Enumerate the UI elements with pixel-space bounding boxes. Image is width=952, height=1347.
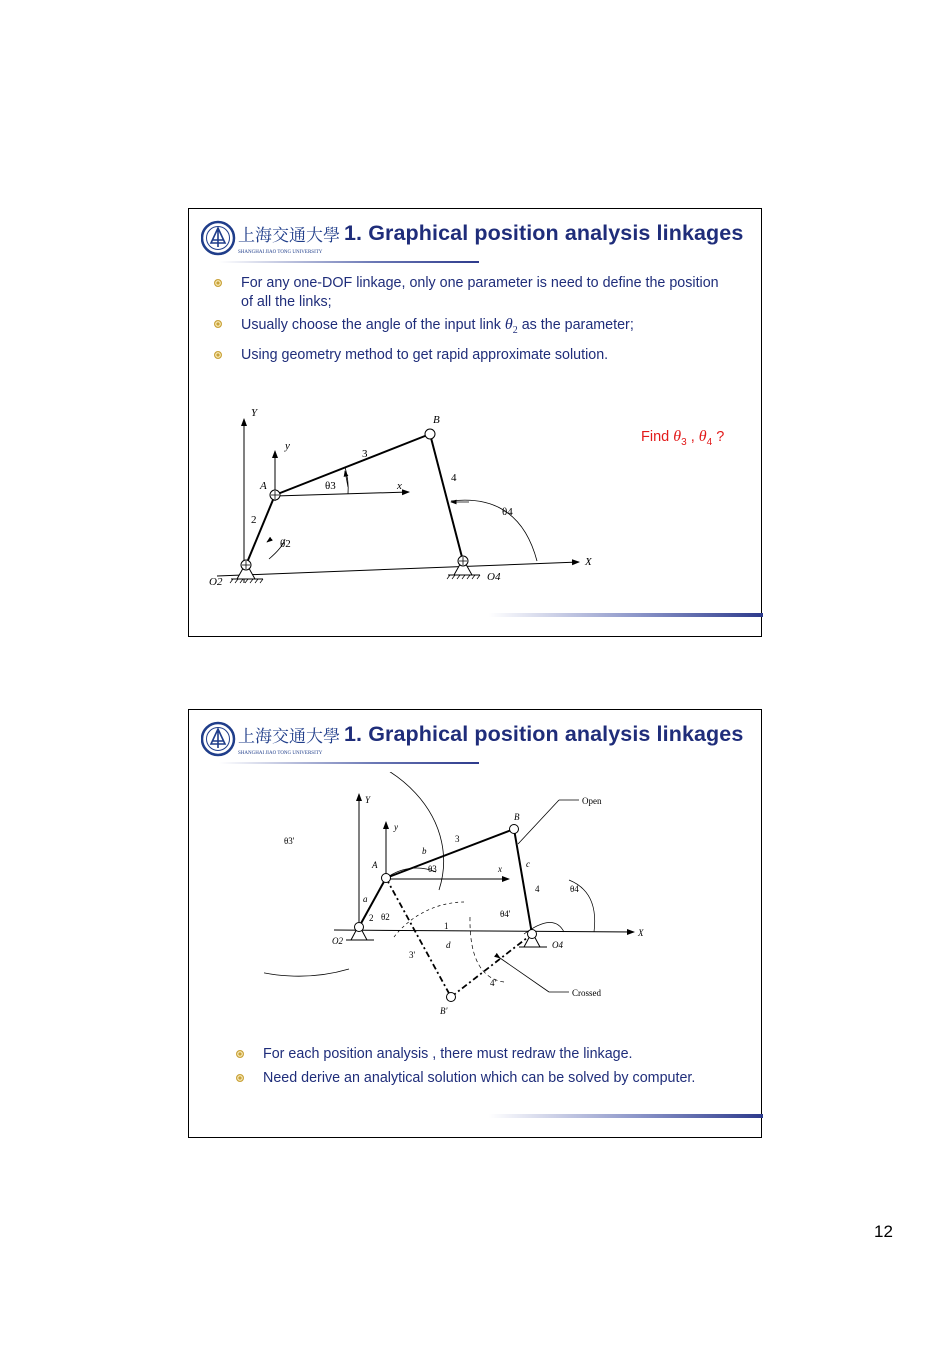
university-logo <box>201 219 341 259</box>
svg-text:θ4: θ4 <box>570 884 579 894</box>
slide-2 <box>188 709 762 1138</box>
bottom-rule <box>489 613 763 617</box>
svg-text:4': 4' <box>490 978 497 988</box>
svg-text:a: a <box>363 894 368 904</box>
bullet-item: For each position analysis , there must redraw the linkage. <box>236 1045 756 1064</box>
slide-title: 1. Graphical position analysis linkages <box>344 221 744 245</box>
svg-text:1: 1 <box>444 921 449 931</box>
bullet-list <box>214 274 734 371</box>
label-link-2: 2 <box>251 514 257 526</box>
slide-title: 1. Graphical position analysis linkages <box>344 722 744 746</box>
university-logo <box>201 720 341 760</box>
svg-text:2: 2 <box>369 913 374 923</box>
find-question: Find $\theta_3$ , $\theta_4$ ? <box>641 428 725 448</box>
label-y: y <box>285 440 290 452</box>
svg-text:y: y <box>394 822 398 832</box>
label-link-4: 4 <box>451 472 457 484</box>
label-B: B <box>433 414 440 426</box>
logo-en-text: SHANGHAI JIAO TONG UNIVERSITY <box>238 250 323 255</box>
bullet-list <box>236 1045 756 1093</box>
bullet-icon <box>214 320 222 328</box>
svg-text:3: 3 <box>455 834 460 844</box>
label-O2: O2 <box>209 576 223 588</box>
label-theta2: θ2 <box>280 538 291 550</box>
svg-text:θ4': θ4' <box>500 909 511 919</box>
label-X: X <box>585 556 592 568</box>
svg-text:Y: Y <box>365 795 371 805</box>
logo-en-text: SHANGHAI JIAO TONG UNIVERSITY <box>238 751 323 756</box>
label-theta4: θ4 <box>502 506 513 518</box>
page-number: 12 <box>874 1222 893 1241</box>
fourbar-figure-2 <box>264 772 664 1022</box>
svg-text:θ3': θ3' <box>284 836 295 846</box>
svg-text:θ2: θ2 <box>381 912 390 922</box>
svg-text:A: A <box>372 860 378 870</box>
bullet-item: For any one-DOF linkage, only one parameter is need to define the position of all the links; <box>214 274 734 312</box>
bullet-item: Usually choose the angle of the input link $\theta_2$ as the parameter; <box>214 315 734 340</box>
bullet-icon <box>236 1074 244 1082</box>
label-link-3: 3 <box>362 448 368 460</box>
bullet-item: Need derive an analytical solution which can be solved by computer. <box>236 1069 756 1088</box>
svg-text:X: X <box>638 928 644 938</box>
svg-text:4: 4 <box>535 884 540 894</box>
bullet-item: Using geometry method to get rapid approximate solution. <box>214 346 734 365</box>
theta2-symbol: θ <box>504 316 513 333</box>
label-A: A <box>260 480 267 492</box>
bullet-icon <box>214 279 222 287</box>
svg-text:B: B <box>514 812 520 822</box>
bullet-icon <box>214 351 222 359</box>
svg-text:b: b <box>422 846 427 856</box>
label-crossed: Crossed <box>572 988 601 998</box>
svg-text:O2: O2 <box>332 936 343 946</box>
logo-cn-text: 上海交通大學 <box>238 226 340 245</box>
title-underline <box>219 261 479 263</box>
svg-text:θ3: θ3 <box>428 864 437 874</box>
fourbar-figure-1 <box>189 389 763 609</box>
logo-cn-text: 上海交通大學 <box>238 727 340 746</box>
svg-text:d: d <box>446 940 451 950</box>
svg-text:3': 3' <box>409 950 416 960</box>
bullet-icon <box>236 1050 244 1058</box>
label-O4: O4 <box>487 571 501 583</box>
title-underline <box>219 762 479 764</box>
slide-1 <box>188 208 762 637</box>
svg-text:x: x <box>498 864 502 874</box>
label-theta3: θ3 <box>325 480 336 492</box>
label-x: x <box>397 480 402 492</box>
svg-text:O4: O4 <box>552 940 563 950</box>
bottom-rule <box>489 1114 763 1118</box>
svg-text:B': B' <box>440 1006 448 1016</box>
label-Y: Y <box>251 407 258 419</box>
label-open: Open <box>582 796 602 806</box>
svg-text:c: c <box>526 859 530 869</box>
